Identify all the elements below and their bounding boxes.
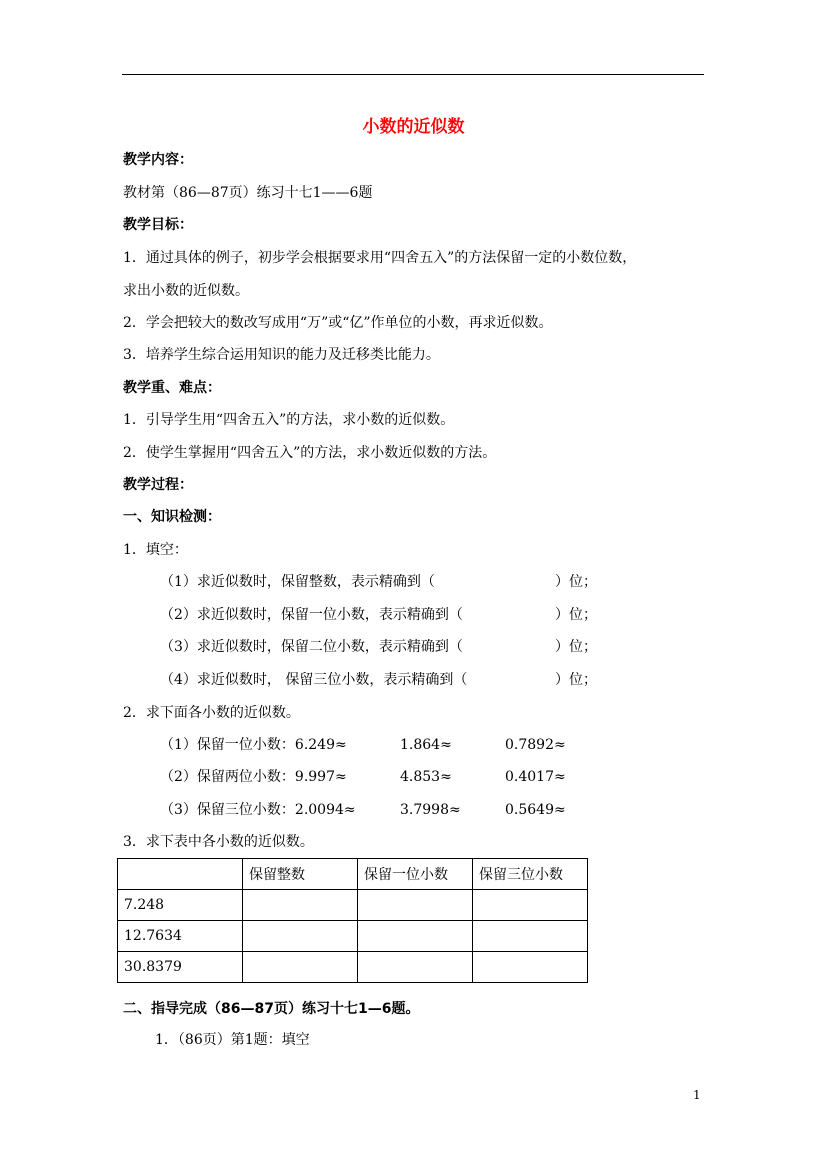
approx-row-1-b: 1.864≈	[400, 737, 452, 753]
fill-item-4-text: （4）求近似数时， 保留三位小数，表示精确到（	[160, 672, 468, 688]
goal-3: 3．培养学生综合运用知识的能力及迁移类比能力。	[123, 347, 440, 363]
table-cell	[243, 952, 358, 983]
table-cell	[358, 952, 473, 983]
fill-item-1-text: （1）求近似数时，保留整数，表示精确到（	[160, 574, 435, 590]
key-heading: 教学重、难点：	[123, 380, 221, 396]
goal-1b: 求出小数的近似数。	[123, 283, 249, 299]
goals-heading: 教学目标：	[123, 217, 193, 233]
approximation-table	[117, 858, 588, 983]
approx-row-2-c: 0.4017≈	[505, 769, 566, 785]
question-2: 2．求下面各小数的近似数。	[123, 705, 300, 721]
part2-item-1: 1．（86页）第1题：填空	[155, 1032, 310, 1048]
part2-heading: 二、指导完成（86—87页）练习十七1—6题。	[123, 1001, 420, 1017]
approx-row-3-a: （3）保留三位小数：2.0094≈	[160, 802, 356, 818]
part1-heading: 一、知识检测：	[123, 509, 221, 525]
table-cell	[473, 921, 588, 952]
table-header-cell	[118, 859, 243, 890]
table-cell	[243, 890, 358, 921]
goal-1a: 1．通过具体的例子，初步学会根据要求用“四舍五入”的方法保留一定的小数位数，	[123, 250, 637, 266]
table-cell	[358, 921, 473, 952]
table-row-label: 12.7634	[118, 921, 243, 952]
question-3: 3．求下表中各小数的近似数。	[123, 834, 314, 850]
approx-row-3-c: 0.5649≈	[505, 802, 566, 818]
table-header-row	[118, 859, 588, 890]
approx-row-2-b: 4.853≈	[400, 769, 452, 785]
table-header-cell: 保留整数	[243, 859, 358, 890]
approx-row-1-c: 0.7892≈	[505, 737, 566, 753]
fill-item-4-end: ）位；	[555, 672, 597, 688]
table-cell	[473, 952, 588, 983]
table-header-cell: 保留三位小数	[473, 859, 588, 890]
table-row-label: 7.248	[118, 890, 243, 921]
goal-2: 2．学会把较大的数改写成用“万”或“亿”作单位的小数，再求近似数。	[123, 315, 553, 331]
question-1: 1．填空：	[123, 542, 188, 558]
process-heading: 教学过程：	[123, 477, 193, 493]
fill-item-3-end: ）位；	[555, 639, 597, 655]
content-text: 教材第（86—87页）练习十七1——6题	[123, 185, 373, 201]
key-1: 1．引导学生用“四舍五入”的方法，求小数的近似数。	[123, 412, 455, 428]
content-heading: 教学内容：	[123, 152, 193, 168]
table-cell	[473, 890, 588, 921]
table-cell	[243, 921, 358, 952]
approx-row-1-a: （1）保留一位小数：6.249≈	[160, 737, 347, 753]
table-row-label: 30.8379	[118, 952, 243, 983]
approx-row-3-b: 3.7998≈	[400, 802, 461, 818]
page-number: 1	[693, 1088, 701, 1102]
document-title: 小数的近似数	[362, 117, 465, 137]
fill-item-1-end: ）位；	[555, 574, 597, 590]
approx-row-2-a: （2）保留两位小数：9.997≈	[160, 769, 347, 785]
key-2: 2．使学生掌握用“四舍五入”的方法，求小数近似数的方法。	[123, 445, 497, 461]
table-header-cell: 保留一位小数	[358, 859, 473, 890]
fill-item-2-text: （2）求近似数时，保留一位小数，表示精确到（	[160, 607, 463, 623]
table-row	[118, 952, 588, 983]
fill-item-3-text: （3）求近似数时，保留二位小数，表示精确到（	[160, 639, 463, 655]
table-row	[118, 890, 588, 921]
table-row	[118, 921, 588, 952]
table-cell	[358, 890, 473, 921]
header-rule	[122, 74, 704, 75]
fill-item-2-end: ）位；	[555, 607, 597, 623]
